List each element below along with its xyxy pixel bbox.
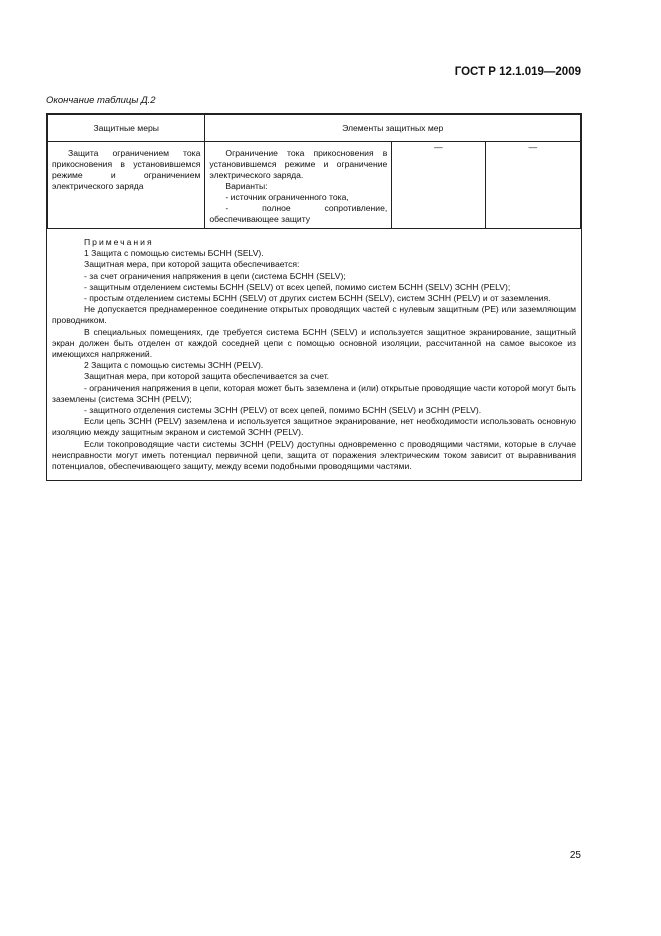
note-paragraph: Не допускается преднамеренное соединение открытых проводящих частей с нулевым защитным (PE) или заземляющим проводником. bbox=[52, 304, 576, 326]
table-row bbox=[48, 142, 581, 229]
note-paragraph: Защитная мера, при которой защита обеспечивается за счет. bbox=[84, 371, 330, 382]
note-paragraph: Защитная мера, при которой защита обеспечивается: bbox=[84, 259, 300, 270]
elements-text bbox=[205, 142, 391, 228]
note-paragraph: - защитным отделением системы БСНН (SELV) от всех цепей, помимо систем БСНН (SELV) ЗСНН (PELV); bbox=[84, 281, 511, 292]
elements-line: - полное сопротивление, обеспечивающее защиту bbox=[209, 203, 388, 224]
document-code: ГОСТ Р 12.1.019—2009 bbox=[454, 66, 581, 78]
table-header-row bbox=[48, 115, 581, 142]
note-paragraph: 1 Защита с помощью системы БСНН (SELV). bbox=[84, 248, 264, 259]
note-paragraph: 2 Защита с помощью системы ЗСНН (PELV). bbox=[84, 360, 264, 371]
cell-measure bbox=[48, 142, 205, 229]
note-paragraph: - простым отделением системы БСНН (SELV) от других систем БСНН (SELV), систем ЗСНН (PELV) и от заземления. bbox=[84, 293, 551, 304]
note-paragraph: - защитного отделения системы ЗСНН (PELV) от всех цепей, помимо БСНН (SELV) и ЗСНН (PELV). bbox=[84, 405, 482, 416]
note-paragraph: - ограничения напряжения в цепи, которая может быть заземлена и (или) открытые проводящие части которой могут быть заземлены (система ЗСНН (PELV); bbox=[52, 382, 576, 404]
note-paragraph: - за счет ограничения напряжения в цепи (система БСНН (SELV); bbox=[84, 270, 346, 281]
elements-line: Варианты: bbox=[225, 181, 268, 191]
note-paragraph: Если токопроводящие части системы ЗСНН (PELV) доступны одновременно с проводящими частями, которые в случае неисправности могут иметь потенциал первичной цепи, защита от поражения электрическим током зависит от выравнивания потенциалов, обеспечивающего защиту, между всеми подобными проводящими частями. bbox=[52, 438, 576, 472]
cell-col4: — bbox=[485, 142, 580, 229]
measure-text: Защита ограничением тока прикосновения в установившемся режиме и ограничением электрического заряда bbox=[52, 148, 201, 191]
notes-section bbox=[47, 229, 581, 480]
note-paragraph: Если цепь ЗСНН (PELV) заземлена и используется защитное экранирование, нет необходимости использовать основную изоляцию между защитным экраном и системой ЗСНН (PELV). bbox=[52, 416, 576, 438]
cell-col3: — bbox=[392, 142, 485, 229]
note-paragraph: В специальных помещениях, где требуется система БСНН (SELV) и используется защитное экранирование, защитный экран должен быть отделен от каждой соседней цепи с помощью основной изоляции, рассчитанной на самое высокое из имеющихся напряжений. bbox=[52, 326, 576, 360]
col-header-elements: Элементы защитных мер bbox=[205, 115, 581, 142]
col-header-measures: Защитные меры bbox=[48, 115, 205, 142]
notes-title: Примечания bbox=[84, 237, 154, 247]
table-caption: Окончание таблицы Д.2 bbox=[46, 95, 156, 106]
protection-table bbox=[47, 114, 581, 229]
page-number: 25 bbox=[569, 850, 581, 861]
cell-elements bbox=[205, 142, 392, 229]
elements-line: - источник ограниченного тока, bbox=[225, 192, 349, 202]
table-frame bbox=[46, 113, 582, 481]
elements-line: Ограничение тока прикосновения в установившемся режиме и ограничение электрического заряда. bbox=[209, 148, 388, 180]
